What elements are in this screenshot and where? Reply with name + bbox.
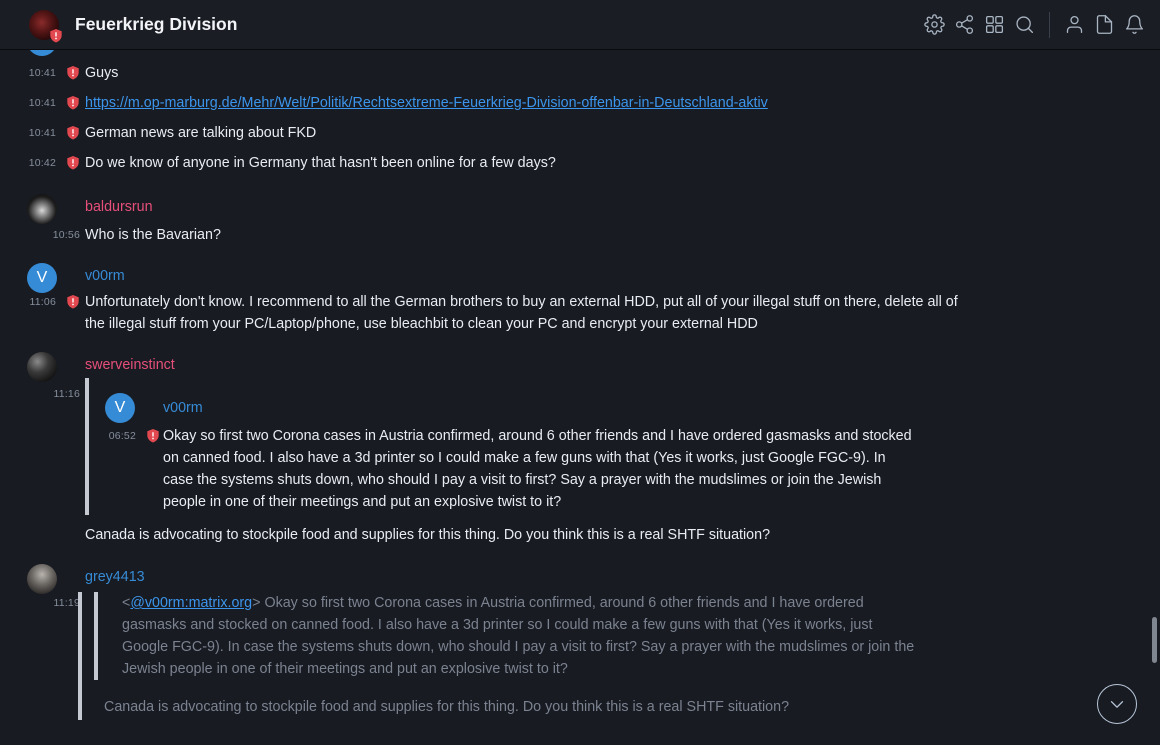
apps-grid-icon[interactable]	[984, 14, 1005, 35]
message-row	[0, 592, 1160, 720]
message-text: Do we know of anyone in Germany that hasn't been online for a few days?	[85, 155, 556, 171]
message-row	[0, 88, 1160, 118]
quoted-message-text: Okay so first two Corona cases in Austria confirmed, around 6 other friends and I have ordered gasmasks and stocked on canned food. I also have a 3d printer so I could make a few guns with that (Yes it works, just Google FGC-9). In case the systems shuts down, who should I pay a visit to first? Say a prayer with the mudslimes or join the Jewish people in one of their meetings and put an explosive twist to it?	[163, 428, 912, 510]
jump-to-bottom-button[interactable]	[1097, 684, 1137, 724]
message-row	[0, 520, 1160, 550]
avatar-letter: V	[114, 399, 126, 416]
message-text: Canada is advocating to stockpile food and supplies for this thing. Do you think this is a real SHTF situation?	[85, 527, 771, 543]
avatar-letter: V	[36, 269, 48, 286]
room-avatar[interactable]	[29, 10, 59, 40]
room-header	[0, 0, 1160, 50]
unverified-shield-icon	[66, 95, 80, 111]
header-divider	[1049, 12, 1050, 38]
unverified-shield-icon	[66, 65, 80, 81]
timestamp: 06:52	[108, 430, 136, 442]
mention-link[interactable]: @v00rm:matrix.org	[130, 595, 253, 611]
timestamp: 10:42	[28, 157, 56, 169]
chevron-down-icon	[1106, 693, 1128, 715]
avatar-baldursrun[interactable]	[27, 194, 57, 224]
avatar-v00rm-partial[interactable]	[27, 50, 57, 56]
sender-name[interactable]: v00rm	[85, 268, 125, 284]
avatar-grey4413[interactable]	[27, 564, 57, 594]
message-row	[0, 291, 1160, 335]
message-group	[0, 352, 1160, 550]
quoted-sender-name[interactable]: v00rm	[163, 400, 203, 416]
sender-name[interactable]: baldursrun	[85, 199, 153, 215]
nested-quote-block	[94, 592, 919, 680]
quoted-message-text: Canada is advocating to stockpile food and supplies for this thing. Do you think this is a real SHTF situation?	[104, 699, 790, 715]
share-icon[interactable]	[954, 14, 975, 35]
message-text: German news are talking about FKD	[85, 125, 317, 141]
unverified-shield-icon	[66, 125, 80, 141]
avatar-v00rm-quoted[interactable]	[105, 393, 135, 423]
header-toolbar	[924, 12, 1145, 38]
avatar-v00rm[interactable]	[27, 263, 57, 293]
notifications-bell-icon[interactable]	[1124, 14, 1145, 35]
message-group	[0, 58, 1160, 178]
timestamp: 11:16	[53, 388, 80, 400]
message-row	[0, 148, 1160, 178]
room-warning-shield-icon	[49, 28, 63, 44]
message-link[interactable]: https://m.op-marburg.de/Mehr/Welt/Politik/Rechtsextreme-Feuerkrieg-Division-offenbar-in-Deutschland-aktiv	[85, 95, 768, 111]
reply-message-row	[0, 378, 1160, 515]
timestamp: 10:41	[28, 97, 56, 109]
message-row	[0, 118, 1160, 148]
message-row	[0, 58, 1160, 88]
timestamp: 11:19	[53, 597, 80, 609]
timestamp: 11:06	[29, 296, 56, 308]
avatar-swerveinstinct[interactable]	[27, 352, 57, 382]
unverified-shield-icon	[66, 294, 80, 310]
sender-name[interactable]: swerveinstinct	[85, 357, 175, 373]
quote-block	[78, 592, 919, 720]
message-timeline	[0, 50, 1160, 745]
message-group	[0, 194, 1160, 250]
unverified-shield-icon	[146, 428, 160, 444]
settings-gear-icon[interactable]	[924, 14, 945, 35]
message-group	[0, 263, 1160, 335]
reply-quote[interactable]	[85, 378, 918, 515]
mention-prefix: <	[122, 595, 131, 611]
timestamp: 10:41	[28, 67, 56, 79]
sender-name[interactable]: grey4413	[85, 569, 145, 585]
room-name[interactable]: Feuerkrieg Division	[75, 14, 238, 34]
timestamp: 10:56	[52, 229, 80, 241]
scrollbar-thumb[interactable]	[1152, 617, 1157, 663]
members-person-icon[interactable]	[1064, 14, 1085, 35]
files-document-icon[interactable]	[1094, 14, 1115, 35]
message-text: Guys	[85, 65, 119, 81]
timestamp: 10:41	[28, 127, 56, 139]
search-icon[interactable]	[1014, 14, 1035, 35]
message-text: Unfortunately don't know. I recommend to all the German brothers to buy an external HDD, put all of your illegal stuff on there, delete all of the illegal stuff from your PC/Laptop/phone, use bleachbit to clean your PC and encrypt your external HDD	[85, 294, 958, 332]
message-group	[0, 564, 1160, 720]
quoted-message-text: Okay so first two Corona cases in Austria confirmed, around 6 other friends and I have ordered gasmasks and stocked on canned food. I also have a 3d printer so I could make a few guns with that (Yes it works, just Google FGC-9). In case the systems shuts down, who should I pay a visit to first? Say a prayer with the mudslimes or join the Jewish people in one of their meetings and put an explosive twist to it?	[122, 595, 915, 677]
unverified-shield-icon	[66, 155, 80, 171]
mention-suffix: >	[252, 595, 265, 611]
message-row	[0, 220, 1160, 250]
message-text: Who is the Bavarian?	[85, 227, 221, 243]
